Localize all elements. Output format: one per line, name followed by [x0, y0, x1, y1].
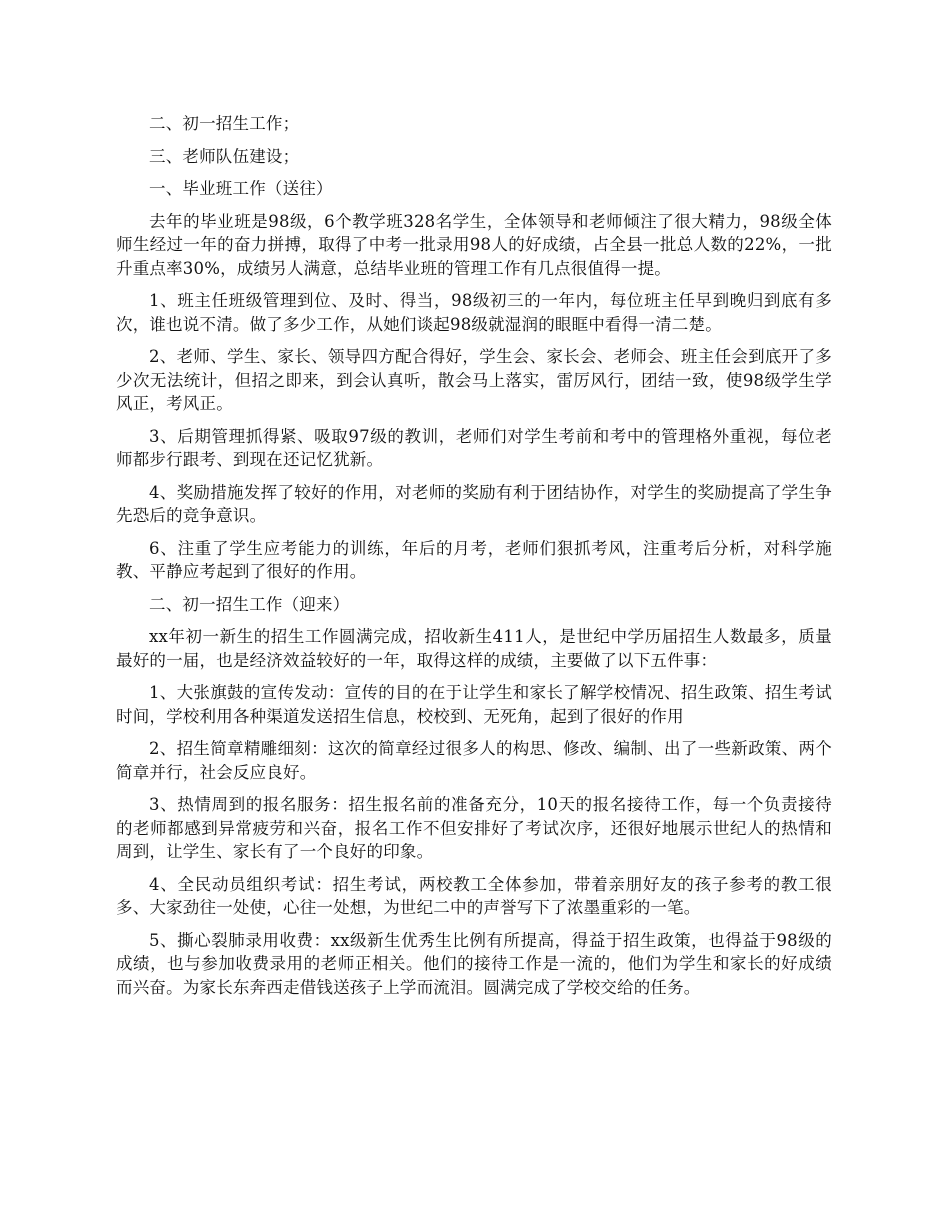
- body-paragraph: 1、大张旗鼓的宣传发动：宣传的目的在于让学生和家长了解学校情况、招生政策、招生考试时间，学校利用各种渠道发送招生信息，校校到、无死角，起到了很好的作用: [116, 683, 832, 726]
- body-paragraph: 去年的毕业班是98级，6个教学班328名学生，全体领导和老师倾注了很大精力，98级全体师生经过一年的奋力拼搏，取得了中考一批录用98人的好成绩，占全县一批总人数的22%，一批升重点率30%，成绩另人满意，总结毕业班的管理工作有几点很值得一提。: [116, 211, 832, 278]
- body-paragraph: 6、注重了学生应考能力的训练，年后的月考，老师们狠抓考风，注重考后分析，对科学施教、平静应考起到了很好的作用。: [116, 538, 832, 581]
- body-paragraph: 2、老师、学生、家长、领导四方配合得好，学生会、家长会、老师会、班主任会到底开了多少次无法统计，但招之即来，到会认真听，散会马上落实，雷厉风行，团结一致，使98级学生学风正，考风正。: [116, 347, 832, 413]
- body-paragraph: xx年初一新生的招生工作圆满完成，招收新生411人，是世纪中学历届招生人数最多，质量最好的一届，也是经济效益较好的一年，取得这样的成绩，主要做了以下五件事：: [116, 627, 832, 670]
- document-body: [116, 112, 832, 1008]
- body-paragraph: 2、招生简章精雕细刻：这次的简章经过很多人的构思、修改、编制、出了一些新政策、两个简章并行，社会反应良好。: [116, 739, 832, 782]
- body-paragraph: 4、全民动员组织考试：招生考试，两校教工全体参加，带着亲朋好友的孩子参考的教工很多、大家劲往一处使，心往一处想，为世纪二中的声誉写下了浓墨重彩的一笔。: [116, 874, 832, 917]
- section-heading: 三、老师队伍建设；: [149, 146, 300, 166]
- body-paragraph: 3、热情周到的报名服务：招生报名前的准备充分，10天的报名接待工作，每一个负责接待的老师都感到异常疲劳和兴奋，报名工作不但安排好了考试次序，还很好地展示世纪人的热情和周到，让学生、家长有了一个良好的印象。: [116, 795, 832, 861]
- section-heading: 一、毕业班工作（送往）: [149, 179, 333, 198]
- body-paragraph: 1、班主任班级管理到位、及时、得当，98级初三的一年内，每位班主任早到晚归到底有多次，谁也说不清。做了多少工作，从她们谈起98级就湿润的眼眶中看得一清二楚。: [116, 291, 832, 334]
- section-heading: 二、初一招生工作（迎来）: [149, 594, 350, 614]
- body-paragraph: 4、奖励措施发挥了较好的作用，对老师的奖励有利于团结协作，对学生的奖励提高了学生争先恐后的竞争意识。: [116, 482, 832, 525]
- body-paragraph: 5、撕心裂肺录用收费：xx级新生优秀生比例有所提高，得益于招生政策，也得益于98级的成绩，也与参加收费录用的老师正相关。他们的接待工作是一流的，他们为学生和家长的好成绩而兴奋。为家长东奔西走借钱送孩子上学而流泪。圆满完成了学校交给的任务。: [116, 930, 832, 997]
- body-paragraph: 3、后期管理抓得紧、吸取97级的教训，老师们对学生考前和考中的管理格外重视，每位老师都步行跟考、到现在还记忆犹新。: [116, 426, 832, 469]
- section-heading: 二、初一招生工作；: [149, 114, 300, 133]
